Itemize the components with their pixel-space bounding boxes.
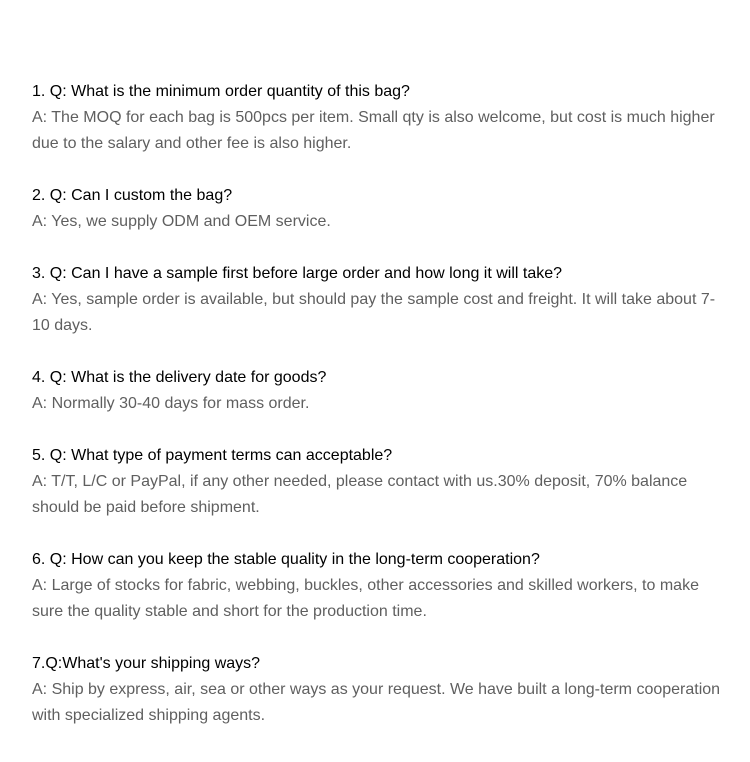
faq-item-6 <box>32 547 732 625</box>
faq-item-4 <box>32 365 732 417</box>
faq-answer-5: A: T/T, L/C or PayPal, if any other needed, please contact with us.30% deposit, 70% balance should be paid before shipment. <box>32 473 688 516</box>
faq-answer-3: A: Yes, sample order is available, but should pay the sample cost and freight. It will take about 7-10 days. <box>32 291 716 334</box>
faq-answer-1: A: The MOQ for each bag is 500pcs per item. Small qty is also welcome, but cost is much higher due to the salary and other fee is also higher. <box>32 109 715 152</box>
faq-item-3 <box>32 261 732 339</box>
faq-question-1: 1. Q: What is the minimum order quantity of this bag? <box>32 83 410 100</box>
faq-item-1 <box>32 79 732 157</box>
faq-item-7 <box>32 651 732 729</box>
faq-question-3: 3. Q: Can I have a sample first before large order and how long it will take? <box>32 265 563 282</box>
faq-answer-7: A: Ship by express, air, sea or other ways as your request. We have built a long-term cooperation with specialized shipping agents. <box>32 681 721 724</box>
faq-question-7: 7.Q:What's your shipping ways? <box>32 655 261 672</box>
faq-answer-2: A: Yes, we supply ODM and OEM service. <box>32 213 331 230</box>
faq-question-4: 4. Q: What is the delivery date for goods? <box>32 369 327 386</box>
faq-answer-6: A: Large of stocks for fabric, webbing, buckles, other accessories and skilled workers, to make sure the quality stable and short for the production time. <box>32 577 699 620</box>
faq-question-6: 6. Q: How can you keep the stable quality in the long-term cooperation? <box>32 551 540 568</box>
faq-item-2 <box>32 183 732 235</box>
faq-question-2: 2. Q: Can I custom the bag? <box>32 187 233 204</box>
faq-list <box>32 79 732 755</box>
faq-question-5: 5. Q: What type of payment terms can acceptable? <box>32 447 393 464</box>
faq-answer-4: A: Normally 30-40 days for mass order. <box>32 395 310 412</box>
faq-item-5 <box>32 443 732 521</box>
